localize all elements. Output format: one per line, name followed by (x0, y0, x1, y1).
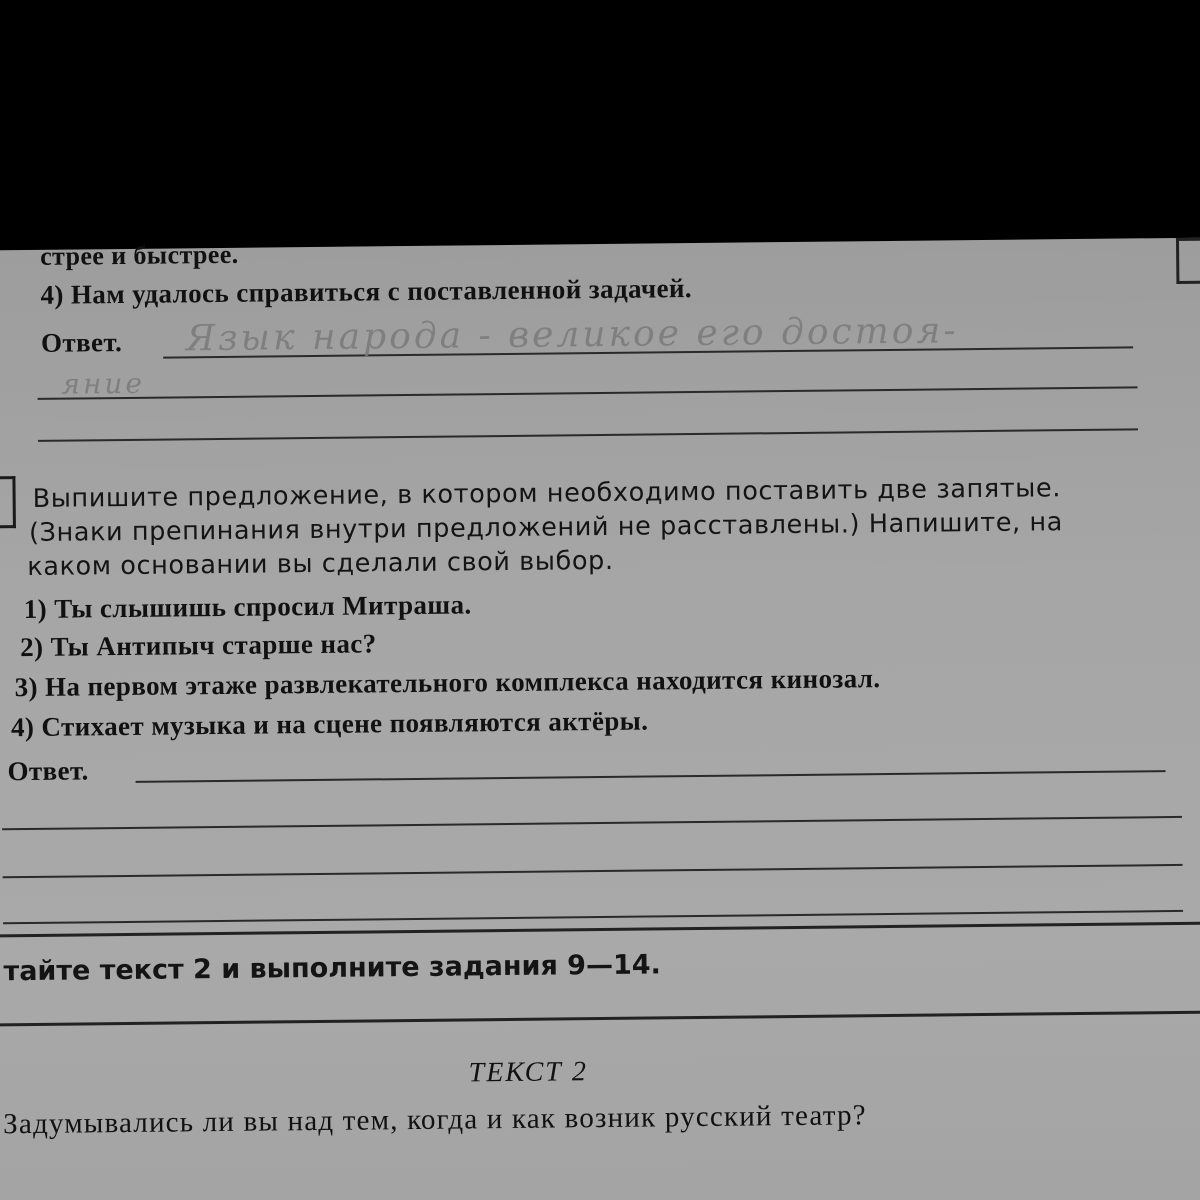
task-number-box (0, 476, 16, 528)
task-instruction-line-3: каком основании вы сделали свой выбор. (27, 545, 614, 583)
task-instruction-line-2: (Знаки препинания внутри предложений не расставлены.) Напишите, на (28, 507, 1064, 548)
task-option-1: 1) Ты слышишь спросил Митраша. (23, 589, 472, 625)
answer-label-2: Ответ. (7, 755, 89, 787)
answer-line-5 (2, 816, 1182, 830)
task-option-2: 2) Ты Антипыч старше нас? (20, 628, 377, 663)
text2-first-line: Задумывались ли вы над тем, когда и как возник русский театр? (3, 1099, 867, 1141)
answer-line-2 (38, 386, 1138, 400)
previous-task-option-4: 4) Нам удалось справиться с поставленной задачей. (40, 273, 693, 310)
answer-line-3 (38, 428, 1138, 442)
instruction-banner-text: тайте текст 2 и выполните задания 9—14. (3, 949, 661, 988)
text2-title: ТЕКСТ 2 (468, 1056, 589, 1089)
textbook-page (0, 238, 1200, 1200)
task-option-4: 4) Стихает музыка и на сцене появляются актёры. (10, 705, 649, 743)
handwritten-answer-line-2: яние (61, 366, 146, 401)
answer-line-7 (3, 910, 1183, 924)
answer-line-6 (3, 864, 1183, 878)
answer-line-4 (136, 770, 1166, 783)
handwritten-answer-line-1: Язык народа - великое его достоя- (185, 310, 959, 360)
next-task-box-edge (1176, 238, 1200, 284)
answer-label-1: Ответ. (40, 327, 123, 358)
task-instruction-line-1: Выпишите предложение, в котором необходимо поставить две запятые. (32, 473, 1062, 514)
task-option-3: 3) На первом этаже развлекательного комплекса находится кинозал. (14, 663, 881, 703)
previous-task-cut-line: стрее и быстрее. (39, 239, 239, 271)
